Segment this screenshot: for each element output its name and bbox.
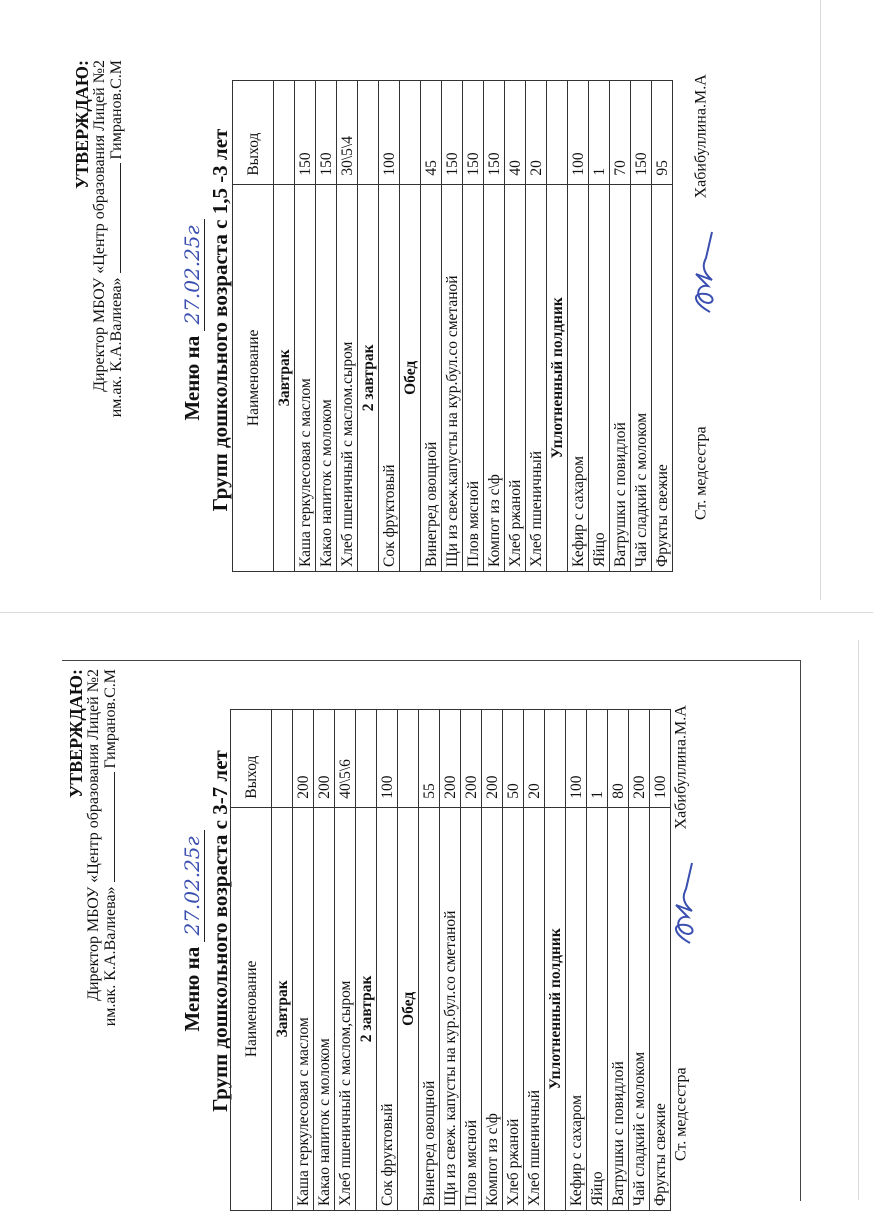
dish-yield: 100 [650,710,671,808]
dish-name: Кефир с сахаром [568,184,589,571]
dish-name: Хлеб пшеничный [524,807,545,1210]
dish-yield: 100 [379,81,400,185]
handwritten-signature [662,833,702,963]
dish-name: Щи из свеж. капусты на кур.бул.со сметаной [440,807,461,1210]
table-section-row [400,81,421,572]
section-title: 2 завтрак [356,807,377,1210]
column-header-yield: Выход [231,710,272,808]
approval-block [68,669,119,1026]
table-row [526,81,547,572]
menu-table [232,80,673,572]
column-header-name: Наименование [231,807,272,1210]
nurse-signature-block [662,681,702,1161]
section-yield-empty [358,81,379,185]
dish-name: Ватрушки с повидлой [608,807,629,1210]
dish-yield: 80 [608,710,629,808]
section-title: Завтрак [272,807,293,1210]
approval-heading: УТВЕРЖДАЮ: [72,60,92,190]
dish-yield: 200 [461,710,482,808]
table-row [442,81,463,572]
approval-line-2 [108,60,125,417]
dish-name: Какао напиток с молоком [314,807,335,1210]
approval-org: им.ак. К.А.Валиева» [102,886,119,1027]
table-row [524,710,545,1211]
dish-yield: 100 [566,710,587,808]
dish-yield: 20 [524,710,545,808]
approval-heading: УТВЕРЖДАЮ: [66,669,86,799]
dish-name: Хлеб ржаной [505,184,526,571]
menu-title-prefix: Меню на [180,335,204,421]
scan-edge-line [858,640,859,1200]
table-header-row [233,81,274,572]
dish-yield: 150 [316,81,337,185]
menu-subtitle: Групп дошкольного возраста с 1,5 -3 лет [208,128,232,512]
table-row [463,81,484,572]
section-title: 2 завтрак [358,184,379,571]
section-title: Обед [400,184,421,571]
table-section-row [272,710,293,1211]
menu-sheet-1-5-3 [68,40,800,600]
section-title: Обед [398,807,419,1210]
dish-name: Каша геркулесовая с маслом [293,807,314,1210]
table-row [295,81,316,572]
dish-name: Фрукты свежие [650,807,671,1210]
dish-yield: 200 [629,710,650,808]
approval-director: Гимранов.С.М [108,60,125,160]
dish-name: Какао напиток с молоком [316,184,337,571]
nurse-signature-block [682,60,722,520]
table-row [335,710,356,1211]
dish-yield: 20 [526,81,547,185]
dish-yield: 95 [652,81,673,185]
table-row [484,81,505,572]
table-section-row [358,81,379,572]
dish-name: Каша геркулесовая с маслом [295,184,316,571]
dish-name: Винегред овощной [421,184,442,571]
dish-name: Компот из с\ф [482,807,503,1210]
table-row [503,710,524,1211]
table-row [587,710,608,1211]
approval-line-2 [102,669,119,1026]
section-yield-empty [398,710,419,808]
approval-org: им.ак. К.А.Валиева» [108,277,125,418]
approval-director: Гимранов.С.М [102,669,119,769]
section-title: Уплотненный полдник [547,184,568,571]
table-section-row [545,710,566,1211]
dish-yield: 150 [484,81,505,185]
dish-name: Чай сладкий с молоком [629,807,650,1210]
table-row [293,710,314,1211]
dish-yield: 70 [610,81,631,185]
dish-name: Хлеб пшеничный [526,184,547,571]
nurse-name: Хабибуллина.М.А [672,705,690,830]
dish-yield: 1 [587,710,608,808]
column-header-yield: Выход [233,81,274,185]
table-row [440,710,461,1211]
scan-edge-line [820,0,821,600]
dish-yield: 200 [293,710,314,808]
menu-title-prefix: Меню на [180,946,204,1032]
table-row [589,81,610,572]
section-yield-empty [272,710,293,808]
table-row [314,710,335,1211]
table-row [568,81,589,572]
dish-name: Сок фруктовый [379,184,400,571]
dish-name: Сок фруктовый [377,807,398,1210]
table-row [631,81,652,572]
approval-block [74,60,125,417]
table-row [505,81,526,572]
dish-name: Хлеб ржаной [503,807,524,1210]
dish-name: Чай сладкий с молоком [631,184,652,571]
dish-yield: 150 [463,81,484,185]
nurse-role: Ст. медсестра [692,426,710,520]
menu-title [180,661,205,1201]
column-header-name: Наименование [233,184,274,571]
dish-name: Хлеб пшеничный с маслом.сыром [337,184,358,571]
dish-yield: 150 [631,81,652,185]
handwritten-date: 27.02.25г [180,830,205,941]
table-header-row [231,710,272,1211]
dish-yield: 40 [505,81,526,185]
section-title: Уплотненный полдник [545,807,566,1210]
table-row [461,710,482,1211]
dish-yield: 150 [442,81,463,185]
dish-yield: 40\5\6 [335,710,356,808]
table-row [629,710,650,1211]
section-yield-empty [545,710,566,808]
dish-yield: 150 [295,81,316,185]
table-section-row [547,81,568,572]
dish-name: Щи из свеж.капусты на кур.бул.со сметаной [442,184,463,571]
dish-name: Яйцо [589,184,610,571]
dish-name: Плов мясной [463,184,484,571]
table-row [608,710,629,1211]
nurse-role: Ст. медсестра [672,1067,690,1161]
table-row [566,710,587,1211]
table-row [610,81,631,572]
dish-yield: 55 [419,710,440,808]
table-row [337,81,358,572]
table-row [377,710,398,1211]
menu-subtitle: Групп дошкольного возраста с 3-7 лет [208,750,232,1112]
section-yield-empty [400,81,421,185]
dish-name: Кефир с сахаром [566,807,587,1210]
dish-yield: 100 [568,81,589,185]
table-row [316,81,337,572]
dish-name: Винегред овощной [419,807,440,1210]
section-title: Завтрак [274,184,295,571]
table-row [482,710,503,1211]
dish-name: Плов мясной [461,807,482,1210]
signature-line [120,163,121,273]
dish-yield: 1 [589,81,610,185]
section-yield-empty [356,710,377,808]
handwritten-date: 27.02.25г [180,219,205,330]
scan-edge-line [0,612,873,613]
section-yield-empty [274,81,295,185]
dish-name: Ватрушки с повидлой [610,184,631,571]
dish-name: Яйцо [587,807,608,1210]
approval-line-1: Директор МБОУ «Центр образования Лицей №2 [91,60,108,392]
menu-title [180,40,205,600]
table-row [421,81,442,572]
nurse-name: Хабибуллина.М.А [692,74,710,199]
dish-name: Компот из с\ф [484,184,505,571]
dish-yield: 30\5\4 [337,81,358,185]
dish-yield: 100 [377,710,398,808]
table-section-row [356,710,377,1211]
dish-yield: 200 [482,710,503,808]
table-row [379,81,400,572]
table-row [419,710,440,1211]
table-section-row [274,81,295,572]
signature-line [114,772,115,882]
dish-yield: 200 [314,710,335,808]
handwritten-signature [682,202,722,332]
dish-yield: 45 [421,81,442,185]
dish-yield: 50 [503,710,524,808]
menu-table [230,709,671,1211]
section-yield-empty [547,81,568,185]
dish-name: Фрукты свежие [652,184,673,571]
table-row [652,81,673,572]
menu-sheet-3-7 [62,660,801,1206]
approval-line-1: Директор МБОУ «Центр образования Лицей №2 [85,669,102,1001]
dish-yield: 200 [440,710,461,808]
table-section-row [398,710,419,1211]
dish-name: Хлеб пшеничный с маслом,сыром [335,807,356,1210]
